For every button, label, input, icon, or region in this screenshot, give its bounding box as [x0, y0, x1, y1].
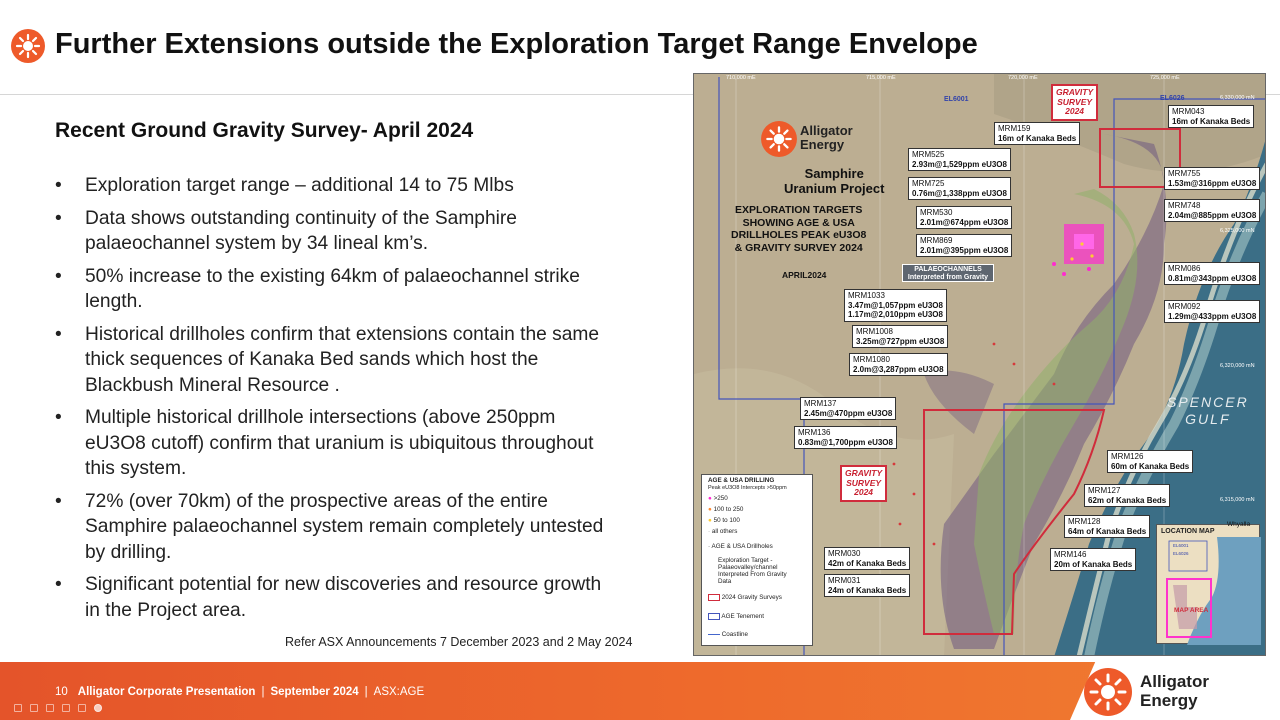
footer-text: 10 Alligator Corporate Presentation | September 2024 | ASX:AGE [55, 686, 425, 698]
drillhole-label: MRM092 1.29m@433ppm eU3O8 [1164, 300, 1260, 323]
bullet-item: • Multiple historical drillhole intersections (above 250ppm eU3O8 cutoff) confirm that uranium is ubiquitous throughout this system. [55, 407, 594, 479]
gravity-survey-tag: GRAVITY SURVEY 2024 [840, 465, 887, 502]
legend-item: Exploration Target - Palaeovalley/channel Interpreted From Gravity Data [718, 557, 787, 585]
palaeochannels-tag: PALAEOCHANNELS Interpreted from Gravity [902, 264, 994, 282]
map-legend [701, 474, 813, 646]
inset-area-label: MAP AREA [1174, 607, 1209, 614]
inset-tenement: EL6026 [1173, 551, 1189, 556]
footer-brand-line1: Alligator [1140, 672, 1209, 691]
pen-icon[interactable] [46, 704, 54, 712]
drillhole-label: MRM127 62m of Kanaka Beds [1084, 484, 1170, 507]
bullet-item: • Significant potential for new discoveries and resource growth in the Project area. [55, 574, 602, 621]
legend-item: Coastline [708, 631, 748, 638]
grid-easting-label: 720,000 mE [1008, 75, 1038, 81]
bullet-marker: • [55, 323, 62, 345]
footer-brand [1140, 672, 1209, 710]
bullet-item: • 50% increase to the existing 64km of palaeochannel strike length. [55, 265, 580, 312]
slideshow-toolbar[interactable] [14, 704, 102, 716]
bullet-marker: • [55, 207, 62, 229]
drillhole-label: MRM031 24m of Kanaka Beds [824, 574, 910, 597]
slides-grid-icon[interactable] [62, 704, 70, 712]
alligator-sun-logo-icon [760, 120, 798, 158]
footer-brand-line2: Energy [1140, 691, 1198, 710]
options-icon[interactable] [94, 704, 102, 712]
deck-date: September 2024 [270, 686, 359, 698]
grid-northing-label: 6,330,000 mN [1220, 95, 1255, 101]
location-inset-map [1156, 521, 1260, 644]
alligator-sun-logo-icon [10, 28, 46, 64]
grid-easting-label: 715,000 mE [866, 75, 896, 81]
map-brand-line1: Alligator [800, 123, 853, 138]
drillhole-label: MRM1080 2.0m@3,287ppm eU3O8 [849, 353, 948, 376]
zoom-icon[interactable] [78, 704, 86, 712]
drillhole-label: MRM136 0.83m@1,700ppm eU3O8 [794, 426, 897, 449]
legend-item: 2024 Gravity Surveys [708, 594, 782, 601]
bullet-item: • 72% (over 70km) of the prospective areas of the entire Samphire palaeochannel system remain completely untested by drilling. [55, 490, 604, 563]
map-brand-line2: Energy [800, 137, 845, 152]
bullet-marker: • [55, 175, 62, 196]
legend-item: ● 100 to 250 [708, 506, 744, 513]
drillhole-label: MRM086 0.81m@343ppm eU3O8 [1164, 262, 1260, 285]
inset-title: LOCATION MAP [1161, 528, 1215, 535]
grid-northing-label: 6,315,000 mN [1220, 497, 1255, 503]
grid-northing-label: 6,320,000 mN [1220, 363, 1255, 369]
legend-item: · all others [708, 528, 738, 535]
drillhole-label: MRM1008 3.25m@727ppm eU3O8 [852, 325, 948, 348]
map-project-title: Samphire Uranium Project [784, 166, 885, 196]
drillhole-label: MRM755 1.53m@316ppm eU3O8 [1164, 167, 1260, 190]
drillhole-label: MRM137 2.45m@470ppm eU3O8 [800, 397, 896, 420]
drillhole-label: MRM525 2.93m@1,529ppm eU3O8 [908, 148, 1011, 171]
drillhole-label: MRM043 16m of Kanaka Beds [1168, 105, 1254, 128]
page-number: 10 [55, 686, 68, 698]
drillhole-label: MRM146 20m of Kanaka Beds [1050, 548, 1136, 571]
footnote: Refer ASX Announcements 7 December 2023 and 2 May 2024 [285, 635, 633, 649]
tenement-label: EL6001 [944, 96, 969, 103]
exploration-map [693, 73, 1266, 656]
drillhole-label: MRM030 42m of Kanaka Beds [824, 547, 910, 570]
drillhole-label: MRM159 16m of Kanaka Beds [994, 122, 1080, 145]
drillhole-label: MRM128 64m of Kanaka Beds [1064, 515, 1150, 538]
bullet-marker: • [55, 490, 62, 512]
drillhole-label: MRM1033 3.47m@1,057ppm eU3O8 1.17m@2,010ppm eU3O8 [844, 289, 947, 322]
alligator-sun-logo-icon [1082, 666, 1134, 718]
gravity-survey-tag: GRAVITY SURVEY 2024 [1051, 84, 1098, 121]
tenement-label: EL6026 [1160, 95, 1185, 102]
section-subtitle: Recent Ground Gravity Survey- April 2024 [55, 119, 474, 142]
map-date: APRIL2024 [782, 270, 827, 280]
legend-item: AGE Tenement [708, 613, 764, 620]
spencer-gulf-label: SPENCER GULF [1167, 394, 1249, 427]
legend-item: ● 50 to 100 [708, 517, 740, 524]
drillhole-label: MRM126 60m of Kanaka Beds [1107, 450, 1193, 473]
next-slide-icon[interactable] [30, 704, 38, 712]
bullet-item: • Exploration target range – additional 14 to 75 Mlbs [55, 173, 675, 199]
bullet-marker: • [55, 407, 62, 428]
bullet-list [55, 173, 675, 630]
bullet-item: • Data shows outstanding continuity of the Samphire palaeochannel system by 34 lineal km’s. [55, 207, 517, 254]
drillhole-label: MRM869 2.01m@395ppm eU3O8 [916, 234, 1012, 257]
map-targets-title: EXPLORATION TARGETS SHOWING AGE & USA DRILLHOLES PEAK eU3O8 & GRAVITY SURVEY 2024 [731, 204, 867, 254]
deck-title: Alligator Corporate Presentation [77, 686, 256, 698]
drillhole-label: MRM530 2.01m@674ppm eU3O8 [916, 206, 1012, 229]
prev-slide-icon[interactable] [14, 704, 22, 712]
inset-town: Whyalla [1227, 521, 1251, 528]
drillhole-label: MRM748 2.04m@885ppm eU3O8 [1164, 199, 1260, 222]
bullet-marker: • [55, 265, 62, 287]
grid-easting-label: 725,000 mE [1150, 75, 1180, 81]
ticker: ASX:AGE [373, 686, 425, 698]
bullet-item: • Historical drillholes confirm that extensions contain the same thick sequences of Kanaka Bed sands which host the Blackbush Mineral Resource . [55, 323, 600, 396]
legend-item: ● >250 [708, 495, 728, 502]
bullet-marker: • [55, 574, 62, 595]
grid-northing-label: 6,325,000 mN [1220, 228, 1255, 234]
legend-item: · AGE & USA Drillholes [708, 543, 773, 550]
legend-subtitle: Peak eU3O8 Intercepts >50ppm [708, 485, 787, 491]
drillhole-label: MRM725 0.76m@1,338ppm eU3O8 [908, 177, 1011, 200]
legend-title: AGE & USA DRILLING [708, 477, 775, 484]
slide-title: Further Extensions outside the Exploration Target Range Envelope [55, 28, 978, 60]
inset-tenement: EL6001 [1173, 543, 1189, 548]
grid-easting-label: 710,000 mE [726, 75, 756, 81]
